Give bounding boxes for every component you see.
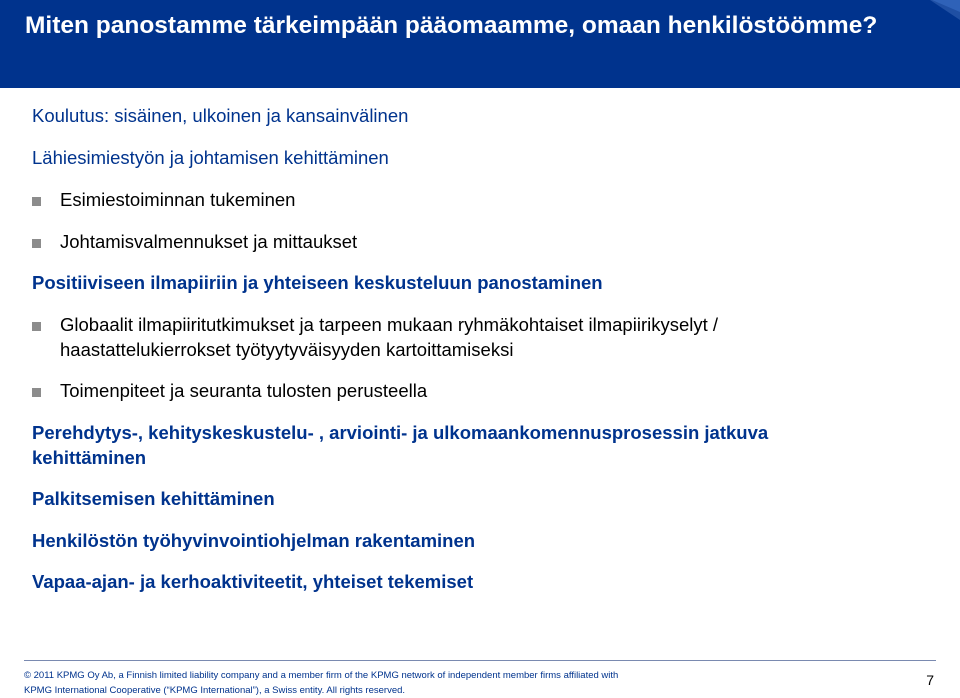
bullet-square-icon	[32, 322, 41, 331]
header-decoration	[870, 0, 960, 88]
heading-wellbeing: Henkilöstön työhyvinvointiohjelman rakentaminen	[32, 530, 476, 551]
copyright-text	[24, 668, 618, 698]
footer-divider	[24, 660, 936, 661]
bullet-text: Toimenpiteet ja seuranta tulosten perusteella	[60, 380, 428, 401]
bullet-continuation: haastattelukierrokset työtyytyväisyyden kartoittamiseksi	[60, 339, 514, 360]
bullet-text: Esimiestoiminnan tukeminen	[60, 189, 296, 210]
slide-footer	[0, 660, 960, 696]
heading-processes-continuation: kehittäminen	[32, 447, 147, 468]
heading-leadership: Lähiesimiestyön ja johtamisen kehittäminen	[32, 147, 389, 168]
page-number: 7	[926, 672, 934, 688]
bullet-item	[60, 230, 357, 254]
heading-atmosphere: Positiiviseen ilmapiiriin ja yhteiseen keskusteluun panostaminen	[32, 272, 603, 293]
bullet-text: Globaalit ilmapiiritutkimukset ja tarpeen mukaan ryhmäkohtaiset ilmapiirikyselyt /	[60, 314, 719, 335]
bullet-square-icon	[32, 239, 41, 248]
bullet-item	[60, 188, 295, 212]
bullet-square-icon	[32, 197, 41, 206]
bullet-square-icon	[32, 388, 41, 397]
bullet-item	[60, 313, 718, 337]
bullet-item	[60, 379, 427, 403]
bullet-text: Johtamisvalmennukset ja mittaukset	[60, 231, 358, 252]
heading-training: Koulutus: sisäinen, ulkoinen ja kansainvälinen	[32, 105, 409, 126]
heading-leisure: Vapaa-ajan- ja kerhoaktiviteetit, yhteiset tekemiset	[32, 571, 474, 592]
copyright-line-1: © 2011 KPMG Oy Ab, a Finnish limited liability company and a member firm of the KPMG network of independent member firms affiliated with	[24, 670, 619, 681]
slide-header	[0, 0, 960, 88]
slide-title: Miten panostamme tärkeimpään pääomaamme, omaan henkilöstöömme?	[25, 12, 878, 39]
heading-rewards: Palkitsemisen kehittäminen	[32, 488, 275, 509]
copyright-line-2: KPMG International Cooperative (“KPMG International”), a Swiss entity. All rights reserved.	[24, 685, 406, 696]
heading-processes: Perehdytys-, kehityskeskustelu- , arviointi- ja ulkomaankomennusprosessin jatkuva	[32, 422, 769, 443]
